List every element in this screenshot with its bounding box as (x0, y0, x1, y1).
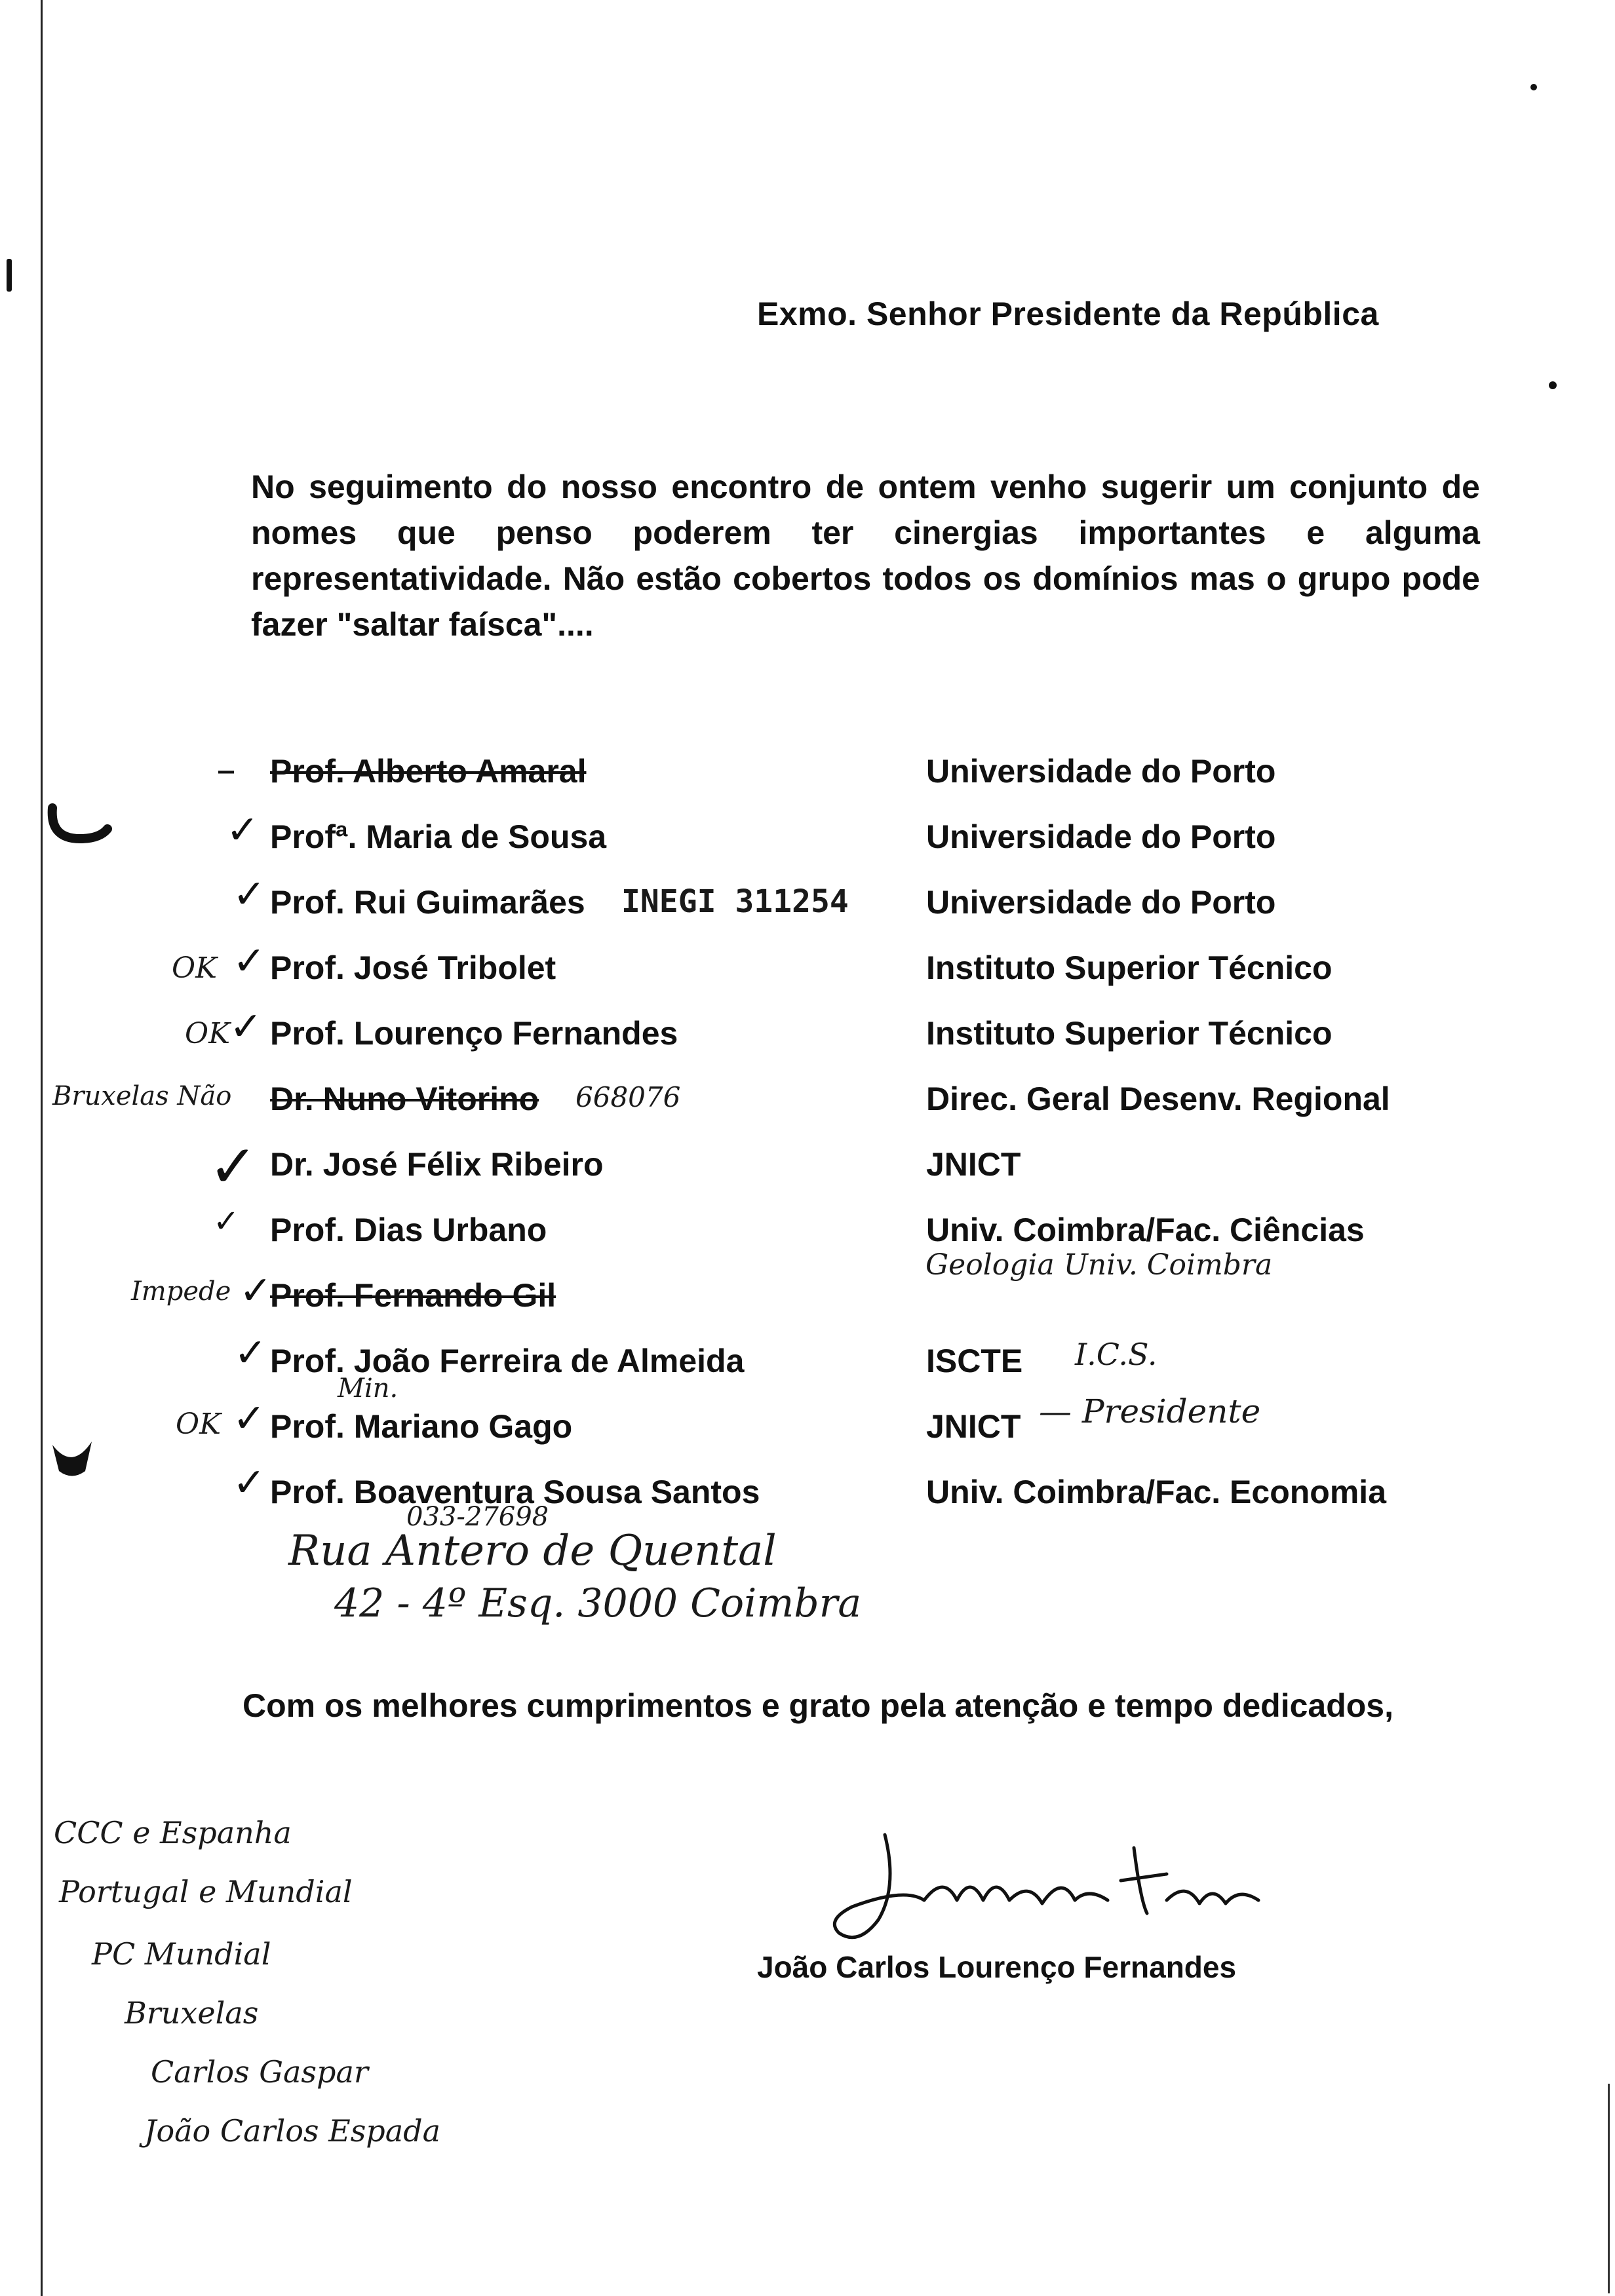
person-institution: Instituto Superior Técnico (926, 1015, 1333, 1052)
person-institution: Direc. Geral Desenv. Regional (926, 1081, 1390, 1117)
person-name: Prof. Alberto Amaral (270, 753, 587, 790)
list-item: Portugal e Mundial (59, 1874, 353, 1909)
page-right-edge (1608, 2084, 1610, 2293)
dash-mark-icon: – (216, 747, 236, 793)
scan-dot (1530, 84, 1537, 90)
list-item (0, 752, 1615, 805)
handwritten-ok: OK (185, 1017, 230, 1050)
person-name: Prof. Mariano Gago (270, 1408, 573, 1445)
person-name: Prof. José Tribolet (270, 949, 556, 986)
check-mark-icon: ✓ (233, 1460, 266, 1506)
person-institution: Univ. Coimbra/Fac. Economia (926, 1474, 1387, 1510)
person-institution: ISCTE (926, 1343, 1023, 1379)
list-item: CCC e Espanha (54, 1815, 292, 1850)
handwritten-note: Impede (131, 1276, 231, 1307)
list-item (0, 1080, 1615, 1132)
person-name: Prof. Fernando Gil (270, 1277, 556, 1314)
person-name: Dr. Nuno Vitorino (270, 1081, 539, 1117)
intro-paragraph: No seguimento do nosso encontro de ontem venho sugerir um conjunto de nomes que penso poderem ter cinergias importantes e alguma representatividade. Não estão cobertos todos os domínios mas o grupo pode fazer "saltar faísca".... (251, 469, 1480, 643)
person-name: Prof. João Ferreira de Almeida (270, 1343, 745, 1379)
salutation: Exmo. Senhor Presidente da República (757, 296, 1379, 332)
person-name: Profª. Maria de Sousa (270, 818, 607, 855)
check-mark-icon: ✓ (213, 1203, 240, 1240)
handwritten-ok: OK (176, 1407, 221, 1441)
person-name: Dr. José Félix Ribeiro (270, 1146, 604, 1183)
person-institution: Instituto Superior Técnico (926, 949, 1333, 986)
handwritten-note: Bruxelas Não (52, 1081, 232, 1111)
handwritten-ok: OK (172, 951, 217, 985)
list-item: João Carlos Espada (144, 2113, 441, 2149)
handwritten-phone: 033-27698 (406, 1502, 549, 1532)
check-mark-icon: ✓ (208, 1132, 258, 1201)
scan-dot (1549, 381, 1557, 389)
handwritten-address: 42 - 4º Esq. 3000 Coimbra (334, 1580, 862, 1626)
handwritten-institution: Geologia Univ. Coimbra (925, 1248, 1273, 1282)
list-item (0, 1211, 1615, 1263)
check-mark-icon: ✓ (233, 938, 266, 984)
handwritten-number: 668076 (575, 1081, 681, 1113)
list-item: Bruxelas (125, 1995, 259, 2031)
list-item: PC Mundial (92, 1936, 271, 1972)
person-institution: JNICT (926, 1408, 1021, 1445)
check-mark-icon: ✓ (229, 1004, 263, 1050)
check-mark-icon: ✓ (226, 807, 260, 853)
list-item: Carlos Gaspar (151, 2054, 368, 2090)
handwritten-code: INEGI 311254 (621, 883, 849, 920)
person-name: Prof. Boaventura Sousa Santos (270, 1474, 760, 1510)
handwritten-address: Rua Antero de Quental (288, 1527, 777, 1575)
signature-icon (800, 1808, 1272, 1959)
person-institution: JNICT (926, 1146, 1021, 1183)
person-institution: Universidade do Porto (926, 753, 1276, 790)
person-name: Prof. Rui Guimarães (270, 884, 585, 921)
check-mark-icon: ✓ (234, 1330, 267, 1376)
check-mark-icon: ✓ (239, 1268, 273, 1314)
person-name: Prof. Lourenço Fernandes (270, 1015, 678, 1052)
check-mark-icon: ✓ (233, 1396, 266, 1442)
person-institution: Universidade do Porto (926, 818, 1276, 855)
person-institution: Univ. Coimbra/Fac. Ciências (926, 1212, 1365, 1248)
person-institution: Universidade do Porto (926, 884, 1276, 921)
handwritten-note: Min. (338, 1373, 399, 1404)
scan-mark (7, 259, 12, 292)
closing-paragraph: Com os melhores cumprimentos e grato pela atenção e tempo dedicados, (243, 1687, 1394, 1724)
person-name: Prof. Dias Urbano (270, 1212, 547, 1248)
signer-name: João Carlos Lourenço Fernandes (757, 1950, 1237, 1984)
check-mark-icon: ✓ (233, 871, 266, 917)
handwritten-institution: I.C.S. (1075, 1337, 1158, 1372)
handwritten-title: — Presidente (1039, 1392, 1261, 1430)
